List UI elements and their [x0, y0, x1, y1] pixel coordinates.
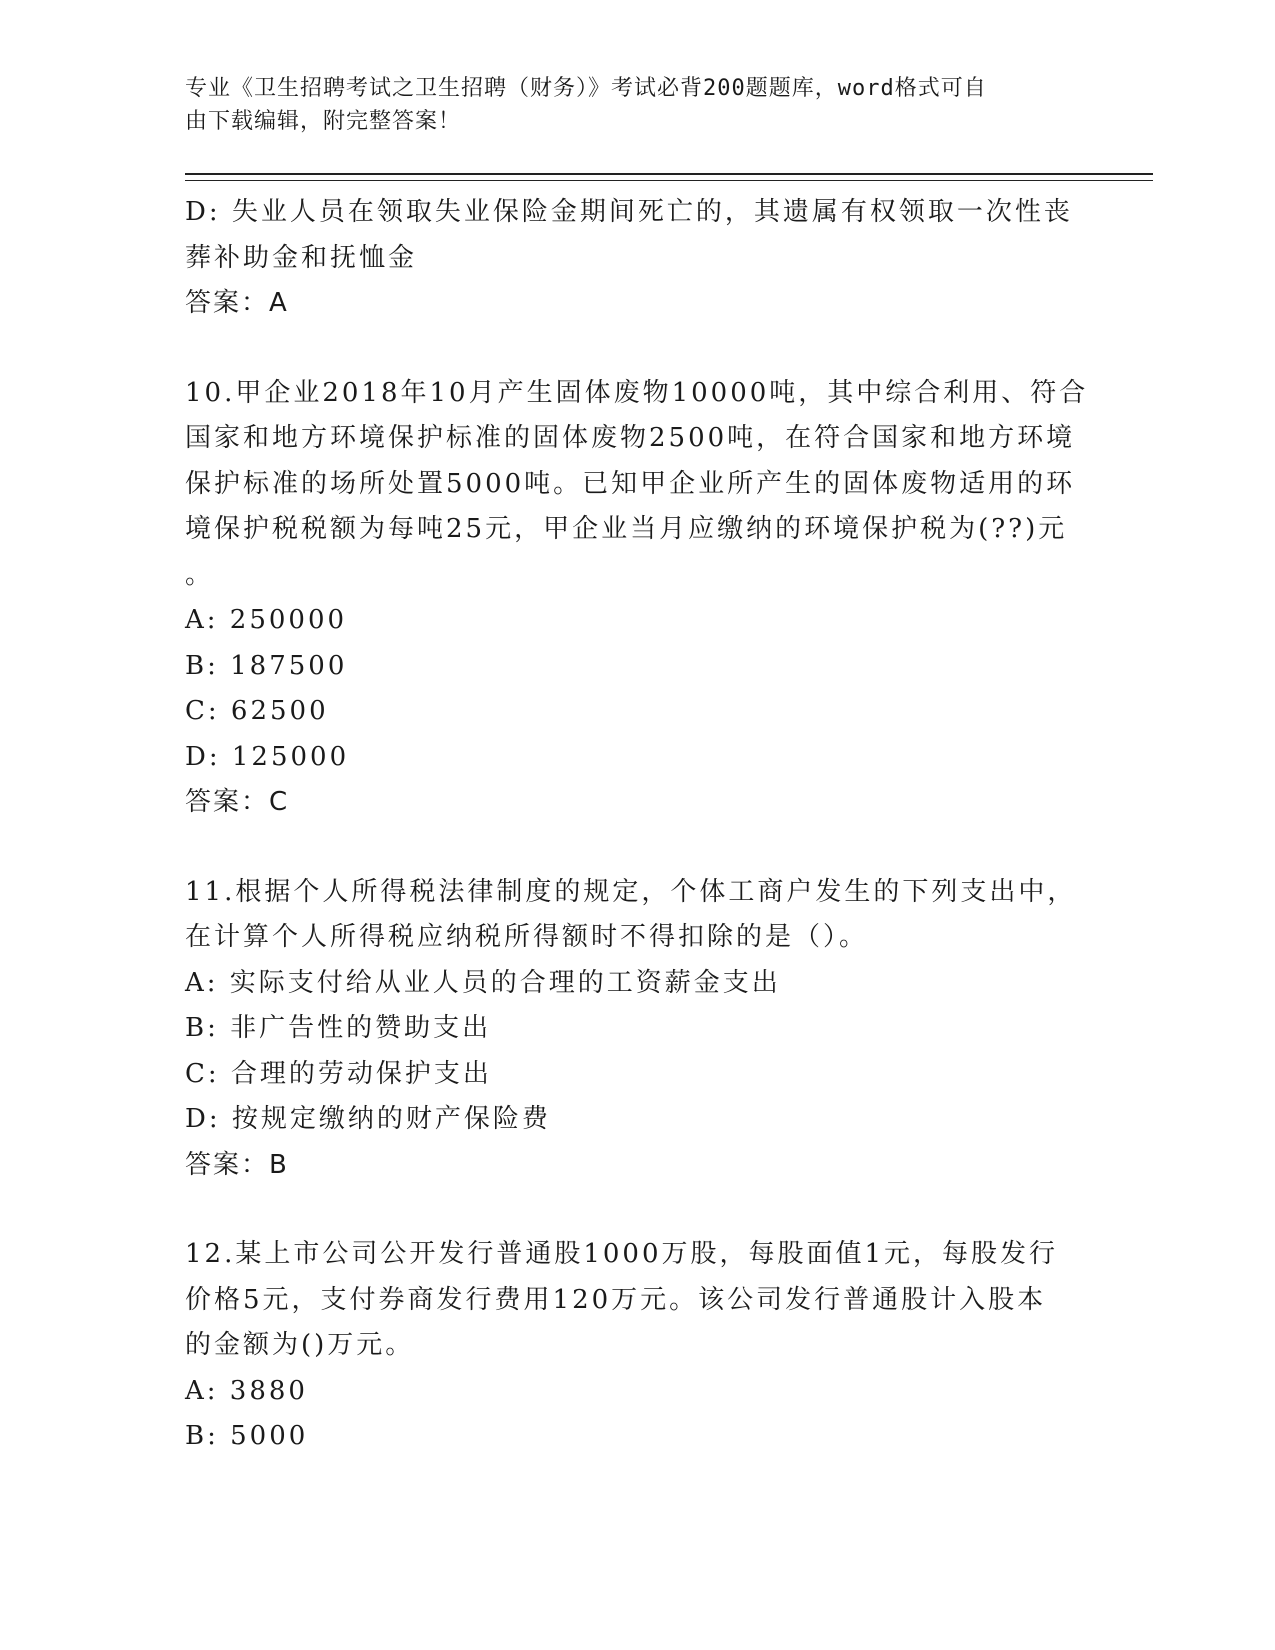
question-12 — [185, 1232, 1085, 1460]
question-11 — [185, 870, 1085, 1189]
question-content — [185, 190, 1089, 1460]
spacer — [185, 826, 1085, 870]
header-divider-thick — [185, 173, 1153, 175]
question-stem-line: 11.根据个人所得税法律制度的规定，个体工商户发生的下列支出中， — [185, 876, 1077, 907]
option-b: B: 非广告性的赞助支出 — [185, 1013, 492, 1043]
header-line: 由下载编辑，附完整答案！ — [185, 109, 462, 134]
answer-label: 答案：C — [185, 787, 290, 817]
header-line: 专业《卫生招聘考试之卫生招聘（财务）》考试必背200题题库，word格式可自 — [185, 76, 987, 101]
option-b: B: 187500 — [185, 650, 348, 681]
question-stem-line: 12.某上市公司公开发行普通股1000万股，每股面值1元，每股发行 — [185, 1239, 1059, 1269]
option-a: A: 250000 — [185, 605, 348, 635]
question-9-tail — [185, 190, 1085, 327]
question-stem-line: 国家和地方环境保护标准的固体废物2500吨，在符合国家和地方环境 — [185, 423, 1076, 453]
question-stem-line: 价格5元，支付券商发行费用120万元。该公司发行普通股计入股本 — [185, 1284, 1047, 1315]
option-d: D: 失业人员在领取失业保险金期间死亡的，其遗属有权领取一次性丧 — [185, 197, 1073, 227]
option-b: B: 5000 — [185, 1421, 309, 1451]
question-stem-line: 。 — [185, 559, 215, 590]
option-c: C: 62500 — [185, 696, 329, 726]
spacer — [185, 1188, 1085, 1232]
option-d: D: 125000 — [185, 741, 350, 772]
option-a: A: 实际支付给从业人员的合理的工资薪金支出 — [185, 967, 781, 998]
question-stem-line: 的金额为()万元。 — [185, 1330, 415, 1360]
option-c: C: 合理的劳动保护支出 — [185, 1058, 492, 1089]
option-a: A: 3880 — [185, 1375, 308, 1406]
header-divider-thin — [185, 180, 1153, 181]
question-stem-line: 10.甲企业2018年10月产生固体废物10000吨，其中综合利用、符合 — [185, 377, 1089, 408]
document-header — [185, 72, 1065, 138]
option-d: D: 按规定缴纳的财产保险费 — [185, 1104, 551, 1134]
question-10 — [185, 371, 1089, 826]
answer-label: 答案：B — [185, 1149, 289, 1180]
question-stem-line: 保护标准的场所处置5000吨。已知甲企业所产生的固体废物适用的环 — [185, 468, 1076, 499]
option-d-continued: 葬补助金和抚恤金 — [185, 242, 418, 273]
question-stem-line: 境保护税税额为每吨25元，甲企业当月应缴纳的环境保护税为(??)元 — [185, 514, 1068, 544]
question-stem-line: 在计算个人所得税应纳税所得额时不得扣除的是（）。 — [185, 922, 869, 952]
spacer — [185, 327, 1085, 371]
answer-label: 答案：A — [185, 288, 289, 318]
